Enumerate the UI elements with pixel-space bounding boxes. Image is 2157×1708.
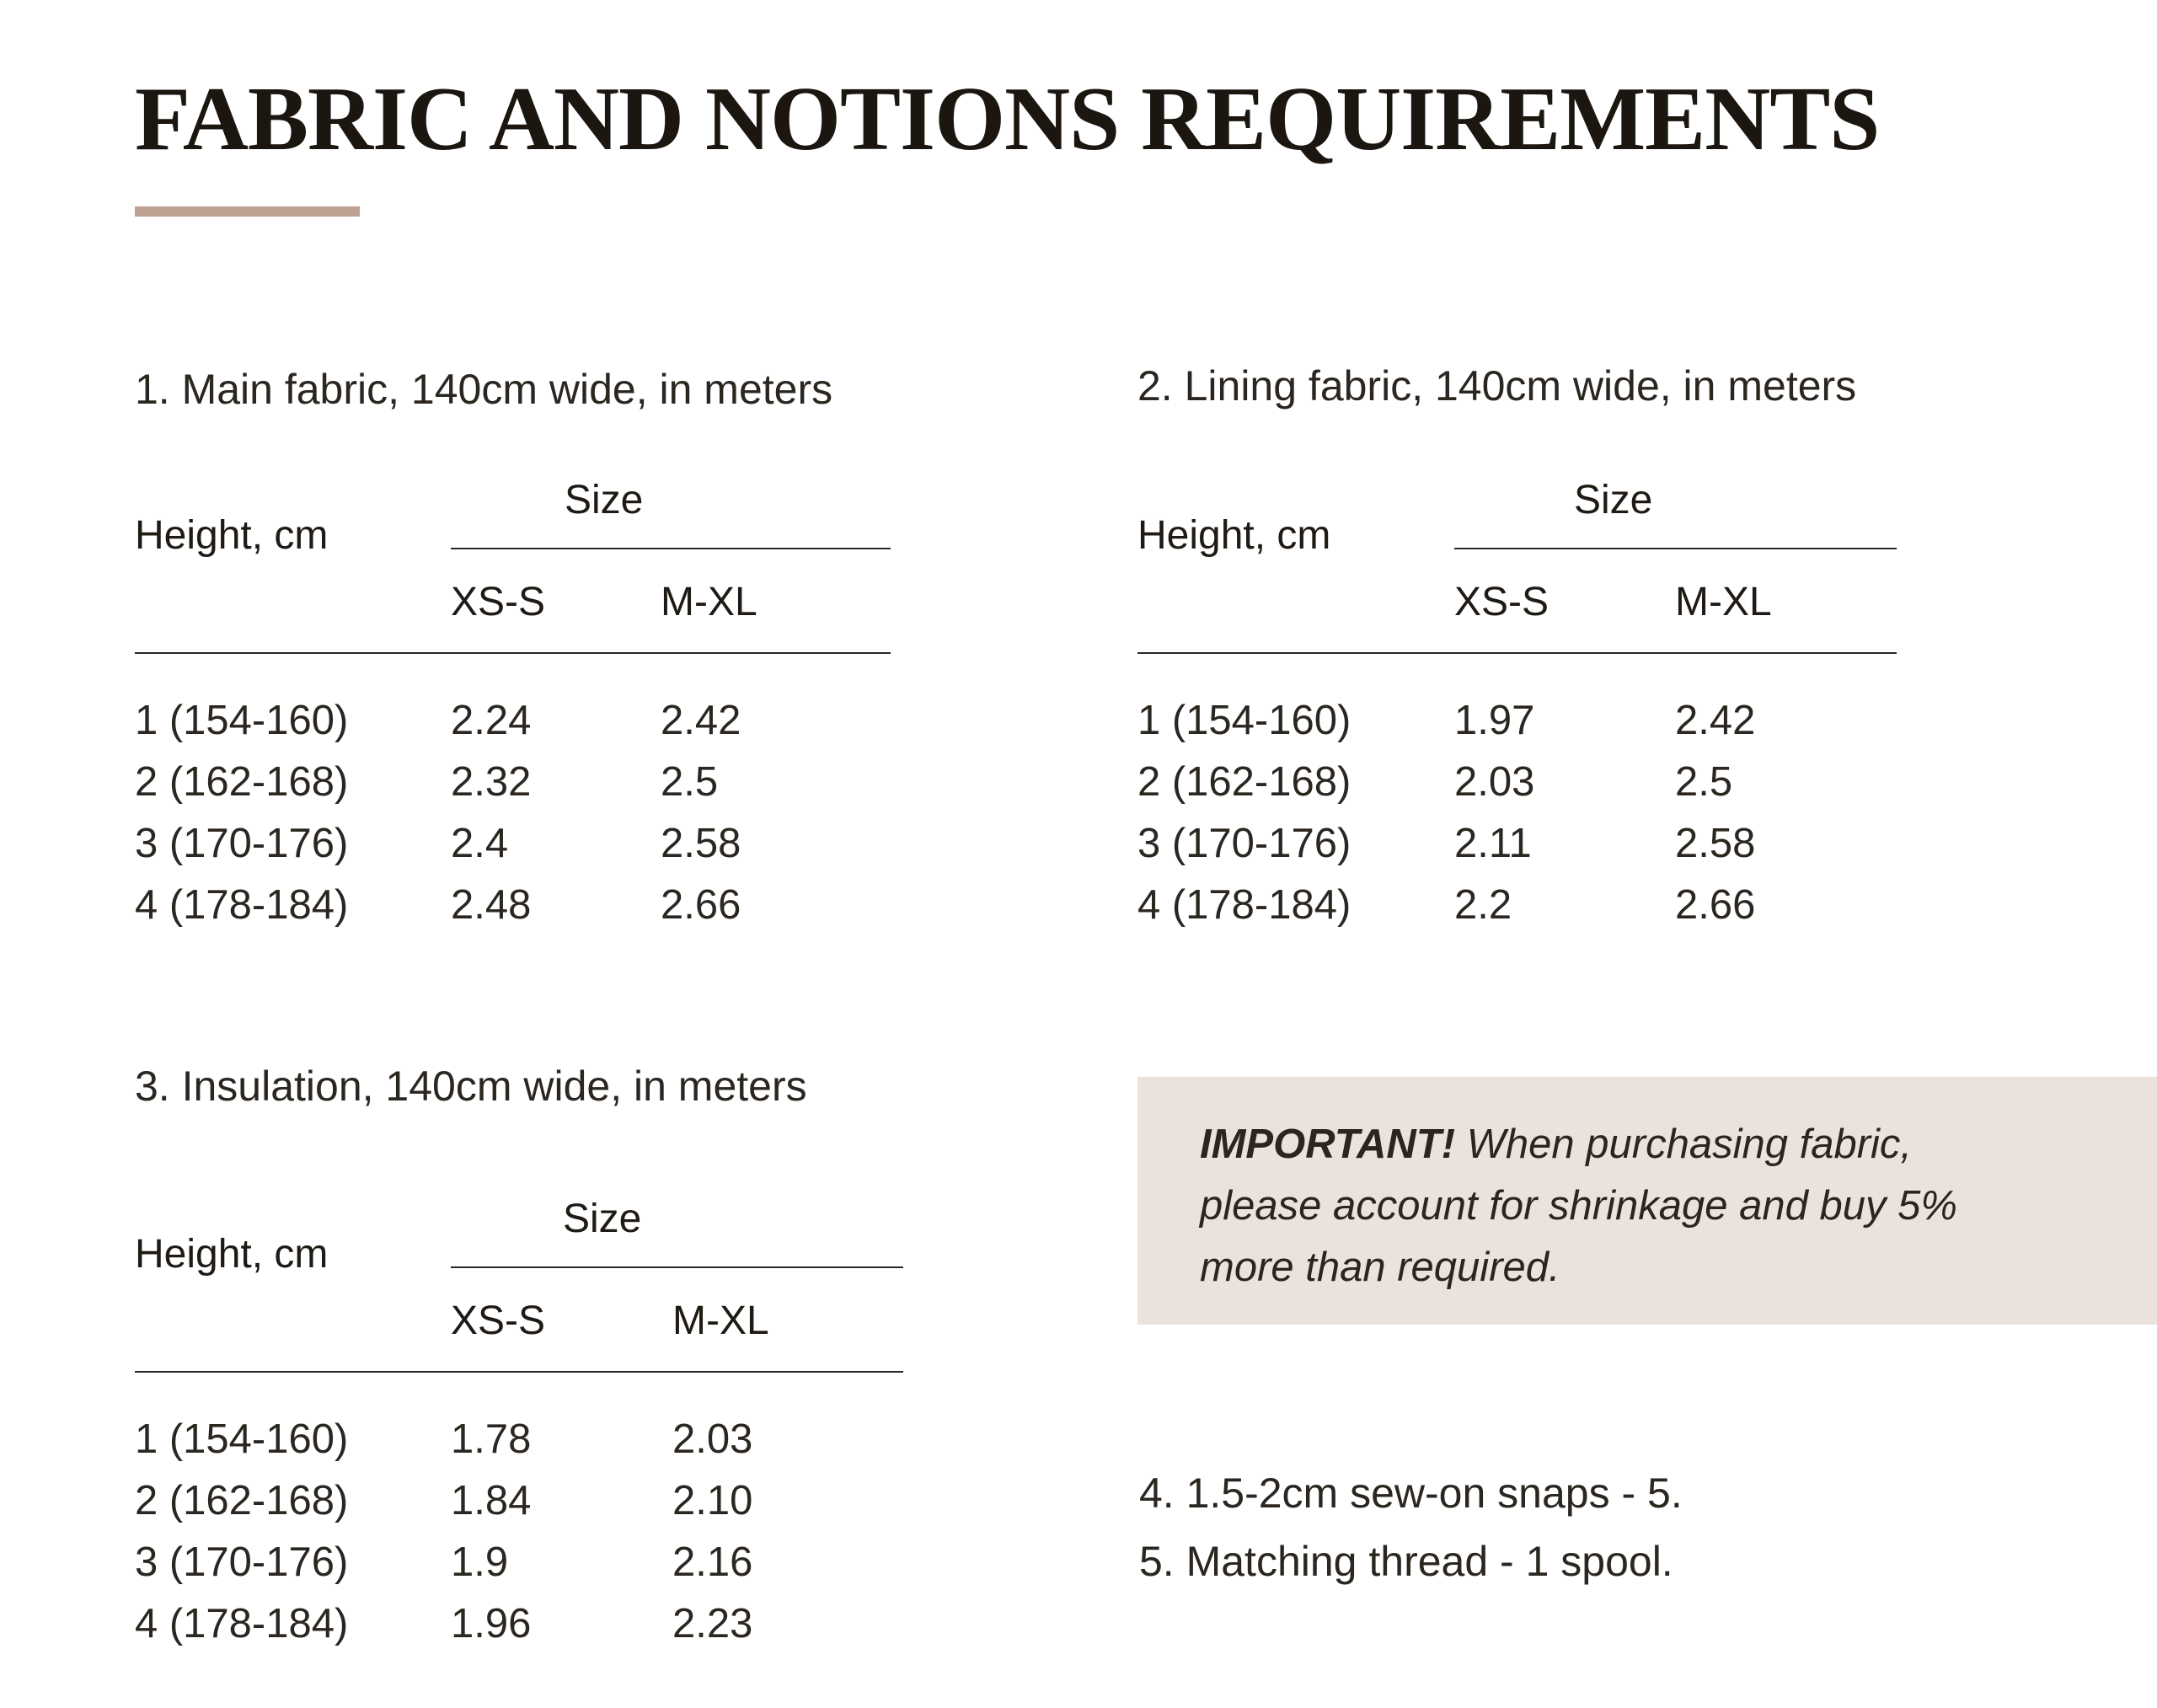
row-height: 2 (162-168) (135, 759, 349, 805)
title-underline (135, 206, 360, 217)
size-header: Size (563, 1197, 642, 1241)
row-value-xs-s: 2.2 (1454, 882, 1512, 928)
row-height: 3 (170-176) (135, 821, 349, 866)
size-rule (451, 1266, 903, 1268)
row-height: 4 (178-184) (1137, 882, 1351, 928)
important-note-text (1200, 1114, 1958, 1298)
row-value-m-xl: 2.5 (1675, 759, 1733, 805)
row-value-m-xl: 2.66 (661, 882, 741, 928)
row-value-m-xl: 2.16 (672, 1539, 753, 1585)
height-header: Height, cm (1137, 513, 1331, 558)
row-height: 2 (162-168) (1137, 759, 1351, 805)
important-message: When purchasing fabric, please account for shrinkage and buy 5% more than required. (1200, 1122, 1957, 1290)
row-height: 3 (170-176) (135, 1539, 349, 1585)
column-header-m-xl: M-XL (661, 580, 757, 624)
row-value-m-xl: 2.03 (672, 1416, 753, 1462)
column-header-m-xl: M-XL (672, 1298, 769, 1343)
row-value-xs-s: 2.32 (451, 759, 532, 805)
row-value-xs-s: 2.4 (451, 821, 509, 866)
column-header-m-xl: M-XL (1675, 580, 1772, 624)
page-title: FABRIC AND NOTIONS REQUIREMENTS (135, 69, 1880, 169)
section-title: 1. Main fabric, 140cm wide, in meters (135, 366, 833, 413)
row-value-xs-s: 2.03 (1454, 759, 1535, 805)
row-value-xs-s: 1.9 (451, 1539, 509, 1585)
section-title: 2. Lining fabric, 140cm wide, in meters (1137, 362, 1857, 410)
row-height: 1 (154-160) (135, 698, 349, 743)
row-height: 1 (154-160) (135, 1416, 349, 1462)
notion-item-snaps: 4. 1.5-2cm sew-on snaps - 5. (1139, 1470, 1683, 1517)
header-rule (135, 1371, 903, 1373)
row-value-m-xl: 2.58 (661, 821, 741, 866)
size-rule (1454, 548, 1897, 549)
column-header-xs-s: XS-S (451, 1298, 546, 1343)
row-height: 3 (170-176) (1137, 821, 1351, 866)
important-note-box (1137, 1077, 2157, 1325)
section-main-fabric (135, 364, 977, 954)
row-value-m-xl: 2.10 (672, 1478, 753, 1523)
row-value-m-xl: 2.58 (1675, 821, 1756, 866)
row-height: 2 (162-168) (135, 1478, 349, 1523)
header-rule (1137, 652, 1897, 654)
row-value-m-xl: 2.5 (661, 759, 719, 805)
row-height: 1 (154-160) (1137, 698, 1351, 743)
row-value-xs-s: 1.96 (451, 1601, 532, 1646)
column-header-xs-s: XS-S (451, 580, 546, 624)
row-value-xs-s: 1.78 (451, 1416, 532, 1462)
row-value-xs-s: 2.11 (1454, 821, 1532, 866)
column-header-xs-s: XS-S (1454, 580, 1550, 624)
row-value-xs-s: 2.24 (451, 698, 532, 743)
row-value-m-xl: 2.23 (672, 1601, 753, 1646)
section-insulation (135, 1061, 977, 1651)
header-rule (135, 652, 891, 654)
row-value-xs-s: 2.48 (451, 882, 532, 928)
size-header: Size (565, 478, 644, 522)
row-value-xs-s: 1.84 (451, 1478, 532, 1523)
row-value-xs-s: 1.97 (1454, 698, 1535, 743)
height-header: Height, cm (135, 513, 329, 558)
size-rule (451, 548, 891, 549)
size-header: Size (1574, 478, 1653, 522)
row-value-m-xl: 2.66 (1675, 882, 1756, 928)
row-height: 4 (178-184) (135, 1601, 349, 1646)
section-lining-fabric (1137, 361, 1980, 950)
row-height: 4 (178-184) (135, 882, 349, 928)
row-value-m-xl: 2.42 (661, 698, 741, 743)
height-header: Height, cm (135, 1232, 329, 1277)
section-title: 3. Insulation, 140cm wide, in meters (135, 1063, 807, 1110)
important-label: IMPORTANT! (1200, 1122, 1456, 1167)
row-value-m-xl: 2.42 (1675, 698, 1756, 743)
notion-item-thread: 5. Matching thread - 1 spool. (1139, 1538, 1673, 1585)
